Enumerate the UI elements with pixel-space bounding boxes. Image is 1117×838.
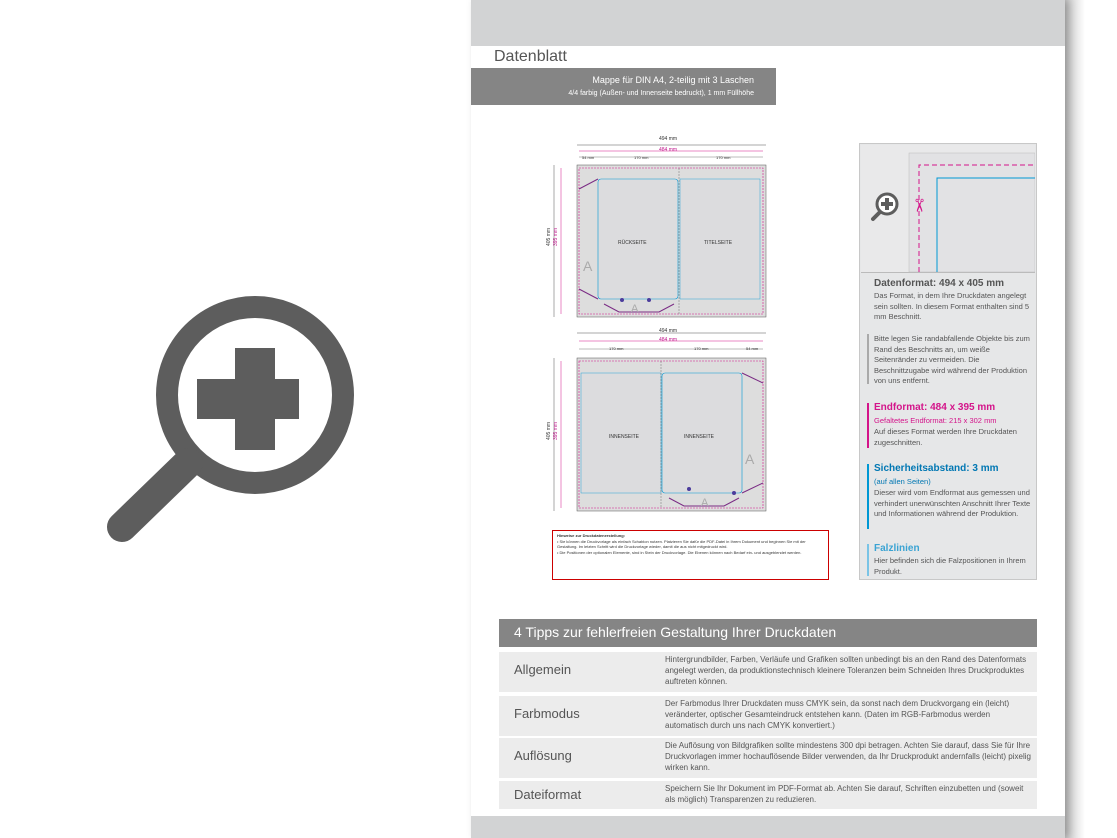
product-subtitle	[471, 68, 776, 105]
label-inside-right: INNENSEITE	[684, 434, 715, 440]
template-diagram-outside	[546, 134, 849, 324]
dim-seg-3: 170 mm	[716, 155, 731, 160]
tip-text: Hintergrundbilder, Farben, Verläufe und Grafiken sollten unbedingt bis an den Rand des Datenformats angelegt werden, da produktionstechnisch kleinere Toleranzen beim Schneiden Ihres Druckproduktes auftreten können.	[665, 655, 1027, 686]
top-bar	[471, 0, 1065, 46]
tip-row	[499, 738, 1037, 778]
dim-final-width-2: 484 mm	[659, 337, 678, 343]
dim-total-height-2: 405 mm	[546, 421, 553, 441]
tip-row	[499, 652, 1037, 692]
tip-label: Farbmodus	[514, 706, 580, 721]
dim-final-height: 395 mm	[553, 227, 560, 247]
fold-bar	[867, 544, 869, 576]
dim-seg-2: 170 mm	[634, 155, 649, 160]
label-back: RÜCKSEITE	[618, 240, 647, 246]
safety-subtitle: (auf allen Seiten)	[874, 477, 931, 486]
label-front: TITELSEITE	[704, 240, 733, 246]
tip-row	[499, 781, 1037, 809]
safety-text: Dieser wird vom Endformat aus gemessen und verhindert unerwünschten Anschnitt Ihrer Texte und Informationen während der Produktion.	[874, 488, 1031, 518]
tip-text: Der Farbmodus Ihrer Druckdaten muss CMYK sein, da sonst nach dem Druckvorgang ein (leicht) veränderter, optischer Gesamteindruck entstehen kann. (Daten im RGB-Farbmodus werden automatisch durch uns nach CMYK konvertiert.)	[665, 699, 1010, 730]
tip-row	[499, 696, 1037, 736]
zoom-in-icon[interactable]	[100, 285, 360, 550]
scissors-icon: ✂	[909, 197, 930, 214]
dim-final-width: 484 mm	[659, 147, 678, 153]
label-inside-left: INNENSEITE	[609, 434, 640, 440]
subtitle-line-2: 4/4 farbig (Außen- und Innenseite bedruckt), 1 mm Füllhöhe	[568, 90, 754, 97]
hint-bar	[867, 334, 869, 384]
datasheet-tag	[471, 46, 591, 68]
notes-item: • Sie können die Druckvorlage als einfach Schablon nutzen. Platzieren Sie dafür die PDF-Datei in Ihrem Dokument und beginnen Sie mit der Gestaltung. Im letzten Schritt wird die Druckvorlage wieder, damit die aus nicht mitgedruckt wird.	[557, 538, 806, 549]
hint-text: Bitte legen Sie randabfallende Objekte bis zum Rand des Beschnitts an, um weiße Seitenränder zu vermeiden. Die Beschnittzugabe wird während der Produktion von uns entfernt.	[874, 334, 1030, 385]
tip-label: Auflösung	[514, 748, 572, 763]
datasheet-tag-label: Datenblatt	[494, 48, 567, 65]
safety-bar	[867, 464, 869, 529]
tips-heading: 4 Tipps zur fehlerfreien Gestaltung Ihrer Druckdaten	[499, 619, 1037, 647]
dim-total-height: 405 mm	[546, 227, 553, 247]
template-diagram-inside	[546, 328, 849, 518]
tip-text: Die Auflösung von Bildgrafiken sollte mindestens 300 dpi betragen. Achten Sie darauf, dass Sie für Ihre Druckvorlagen immer hochauflösende Bilder verwenden, da Ihr Druckprodukt andernfalls (leicht) pixelig wirken kann.	[665, 741, 1031, 772]
svg-text:A: A	[631, 303, 639, 315]
endformat-text: Auf dieses Format werden Ihre Druckdaten zugeschnitten.	[874, 427, 1017, 447]
svg-text:A: A	[701, 497, 709, 509]
dim-total-width-2: 494 mm	[659, 328, 678, 334]
subtitle-line-1: Mappe für DIN A4, 2-teilig mit 3 Laschen	[592, 75, 754, 85]
tip-label: Dateiformat	[514, 787, 582, 802]
endformat-bar	[867, 403, 869, 448]
dim-seg-b3: 54 mm	[746, 346, 759, 351]
tip-label: Allgemein	[514, 662, 572, 677]
bottom-bar	[471, 816, 1065, 838]
tip-text: Speichern Sie Ihr Dokument im PDF-Format ab. Achten Sie darauf, Schriften einzubetten und (soweit als möglich) Transparenzen zu reduzieren.	[665, 784, 1024, 804]
svg-text:A: A	[583, 258, 593, 274]
notes-title: Hinweise zur Druckdatenerstellung:	[557, 533, 626, 538]
svg-text:A: A	[745, 451, 755, 467]
notes-item: • Die Positionen der optionalen Elemente, sind in Stein der Druckvorlage. Die Ebenen können nach Bedarf ein- und ausgeblendet werden.	[557, 549, 802, 555]
safety-title: Sicherheitsabstand: 3 mm	[874, 463, 999, 474]
endformat-title: Endformat: 484 x 395 mm	[874, 402, 996, 413]
fold-title: Falzlinien	[874, 543, 920, 554]
dim-total-width: 494 mm	[659, 136, 678, 142]
endformat-subtitle: Gefaltetes Endformat: 215 x 302 mm	[874, 416, 997, 425]
legend-panel	[859, 143, 1037, 580]
dim-seg-b2: 170 mm	[694, 346, 709, 351]
datenformat-text: Das Format, in dem Ihre Druckdaten angelegt sein sollten. In diesem Format enthalten sind 5 mm Beschnitt.	[874, 291, 1030, 321]
fold-text: Hier befinden sich die Falzpositionen in Ihrem Produkt.	[874, 556, 1026, 576]
zoom-in-icon[interactable]	[870, 191, 900, 223]
dim-seg-b1: 170 mm	[609, 346, 624, 351]
dim-seg-1: 54 mm	[582, 155, 595, 160]
datenformat-title: Datenformat: 494 x 405 mm	[874, 278, 1005, 289]
notes-box	[552, 530, 829, 580]
datasheet-page	[471, 0, 1065, 838]
page-shadow	[1065, 0, 1085, 838]
dim-final-height-2: 395 mm	[553, 421, 560, 441]
